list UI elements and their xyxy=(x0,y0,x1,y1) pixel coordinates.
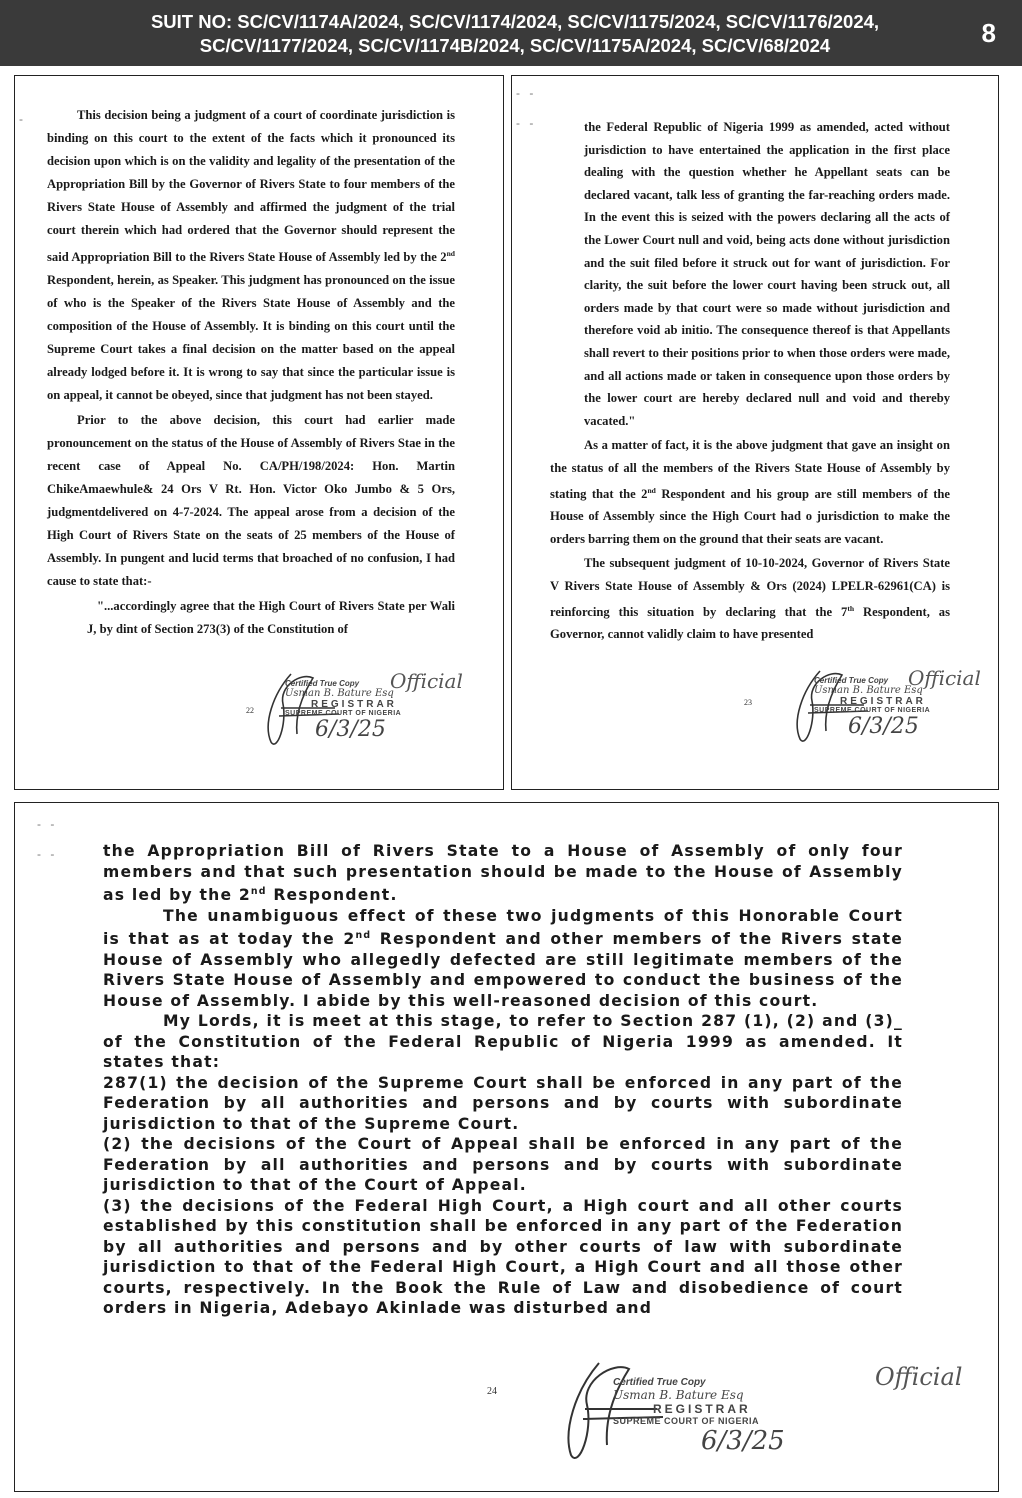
court-label: SUPREME COURT OF NIGERIA xyxy=(613,1416,760,1426)
certification-date: 6/3/25 xyxy=(848,714,919,739)
page-24-text xyxy=(103,841,903,1319)
quotation-continued: the Federal Republic of Nigeria 1999 as amended, acted without jurisdiction to have entertained the application in the first place dealing with the question whether he Appellant seats can be declared vacant, talk less of granting the far-reaching orders made. In the event this is seized with the powers declaring all the acts of the Lower Court null and void, being acts done without jurisdiction and the suit filed before it struck out for want of jurisdiction. For clarity, the suit before the lower court having been struck out, all orders made by that court were so made without jurisdiction and therefore void ab initio. The consequence thereof is that Appellants shall revert to their positions prior to when those orders were made, and all actions made or taken in consequence upon those orders by the lower court are hereby declared null and void and thereby vacated." xyxy=(584,120,950,428)
margin-mark: - - xyxy=(37,847,58,861)
certified-label: Certified True Copy xyxy=(285,679,360,688)
margin-mark: - - xyxy=(516,116,537,130)
margin-mark: - xyxy=(19,112,26,126)
court-label: SUPREME COURT OF NIGERIA xyxy=(285,710,402,717)
suit-number-line-1: SUIT NO: SC/CV/1174A/2024, SC/CV/1174/2024, SC/CV/1175/2024, SC/CV/1176/2024, xyxy=(150,11,880,32)
registrar-label: REGISTRAR xyxy=(311,699,397,710)
paragraph: My Lords, it is meet at this stage, to refer to Section 287 (1), (2) and (3)_ of the Constitution of the Federal Republic of Nigeria 1999 as amended. It states that: xyxy=(103,1012,903,1072)
paragraph: As a matter of fact, it is the above judgment that gave an insight on the status of all the members of the Rivers State House of Assembly by stating that the 2nd Respondent and his group are still members of the House of Assembly since the High Court had o jurisdiction to make the orders barring them on the ground that their seats are vacant. xyxy=(550,438,950,546)
folio-number: 22 xyxy=(246,706,254,715)
certification-date: 6/3/25 xyxy=(315,717,386,742)
paragraph: Prior to the above decision, this court had earlier made pronouncement on the status of the House of Assembly of Rivers Stae in the recent case of Appeal No. CA/PH/198/2024: Hon. Martin ChikeAmaewhule& 24 Ors V Rt. Hon. Victor Oko Jumbo & 5 Ors, judgmentdelivered on 4-7-2024. The appeal arose from a decision of the High Court of Rivers State on the seats of 25 members of the House of Assembly. In pungent and lucid terms that broached of no confusion, I had cause to state that:- xyxy=(47,413,455,589)
certification-stamp xyxy=(613,1377,785,1456)
certifier-name: Usman B. Bature Esq xyxy=(814,685,923,696)
suit-number-title xyxy=(60,10,970,58)
signature-scrawl: Official xyxy=(390,669,463,693)
certifier-name: Usman B. Bature Esq xyxy=(613,1388,744,1402)
certification-date: 6/3/25 xyxy=(701,1426,785,1456)
quotation: "...accordingly agree that the High Court of Rivers State per Wali J, by dint of Section 273(3) of the Constitution of xyxy=(87,599,455,637)
court-label: SUPREME COURT OF NIGERIA xyxy=(814,707,931,714)
certified-label: Certified True Copy xyxy=(814,676,889,685)
folio-number: 24 xyxy=(487,1386,497,1397)
paragraph: the Appropriation Bill of Rivers State to a House of Assembly of only four members and that such presentation should be made to the House of Assembly as led by the 2nd Respondent. xyxy=(103,842,903,905)
certifier-name: Usman B. Bature Esq xyxy=(285,688,394,699)
registrar-label: REGISTRAR xyxy=(653,1402,751,1416)
margin-mark: - - xyxy=(516,86,537,100)
paragraph: The subsequent judgment of 10-10-2024, Governor of Rivers State V Rivers State House of Assembly & Ors (2024) LPELR-62961(CA) is reinforcing this situation by declaring that the 7th Respondent, as Governor, cannot validly claim to have presented xyxy=(550,556,951,642)
scanned-page-23 xyxy=(511,75,999,790)
signature-scrawl: Official xyxy=(908,666,981,690)
page-number: 8 xyxy=(981,18,996,48)
suit-number-line-2: SC/CV/1177/2024, SC/CV/1174B/2024, SC/CV/1175A/2024, SC/CV/68/2024 xyxy=(199,35,831,56)
folio-number: 23 xyxy=(744,698,752,707)
registrar-label: REGISTRAR xyxy=(840,696,926,707)
page-22-text xyxy=(47,104,455,641)
scanned-page-22 xyxy=(14,75,504,790)
page-header xyxy=(0,0,1022,66)
certified-label: Certified True Copy xyxy=(613,1377,706,1388)
certification-stamp xyxy=(285,679,401,742)
scanned-page-24 xyxy=(14,802,999,1492)
signature-scrawl: Official xyxy=(875,1363,963,1391)
paragraph: The unambiguous effect of these two judgments of this Honorable Court is that as at today the 2nd Respondent and other members of the Rivers state House of Assembly who allegedly defected are still legitimate members of the Rivers State House of Assembly and empowered to conduct the business of the House of Assembly. I abide by this well-reasoned decision of this court. xyxy=(103,906,903,1010)
paragraph: This decision being a judgment of a court of coordinate jurisdiction is binding on this court to the extent of the facts which it pronounced its decision upon which is on the validity and legality of the presentation of the Appropriation Bill by the Governor of Rivers State to four members of the Rivers State House of Assembly and affirmed the judgment of the trial court therein which had ordered that the Governor should represent the said Appropriation Bill to the Rivers State House of Assembly led by the 2nd Respondent, herein, as Speaker. This judgment has pronounced on the issue of who is the Speaker of the Rivers State House of Assembly and the composition of the House of Assembly. It is binding on this court until the Supreme Court takes a final decision on the matter based on the appeal already lodged before it. It is wrong to say that since the particular issue is on appeal, it cannot be obeyed, since that judgment has not been stayed. xyxy=(47,108,455,403)
section-287-3: (3) the decisions of the Federal High Court, a High court and all other courts established by this constitution shall be enforced in any part of the Federation by all authorities and persons and by other courts of law with subordinate jurisdiction to that of the Federal High Court, a High Court and all those other courts, respectively. In the Book the Rule of Law and disobedience of court orders in Nigeria, Adebayo Akinlade was disturbed and xyxy=(103,1196,903,1318)
page-23-text xyxy=(550,116,950,646)
section-287-2: (2) the decisions of the Court of Appeal shall be enforced in any part of the Federation by all authorities and persons and by courts with subordinate jurisdiction to that of the Court of Appeal. xyxy=(103,1135,903,1195)
margin-mark: - - xyxy=(37,817,58,831)
section-287-1: 287(1) the decision of the Supreme Court shall be enforced in any part of the Federation by all authorities and persons and by courts with subordinate jurisdiction to that of the Supreme Court. xyxy=(103,1073,903,1133)
